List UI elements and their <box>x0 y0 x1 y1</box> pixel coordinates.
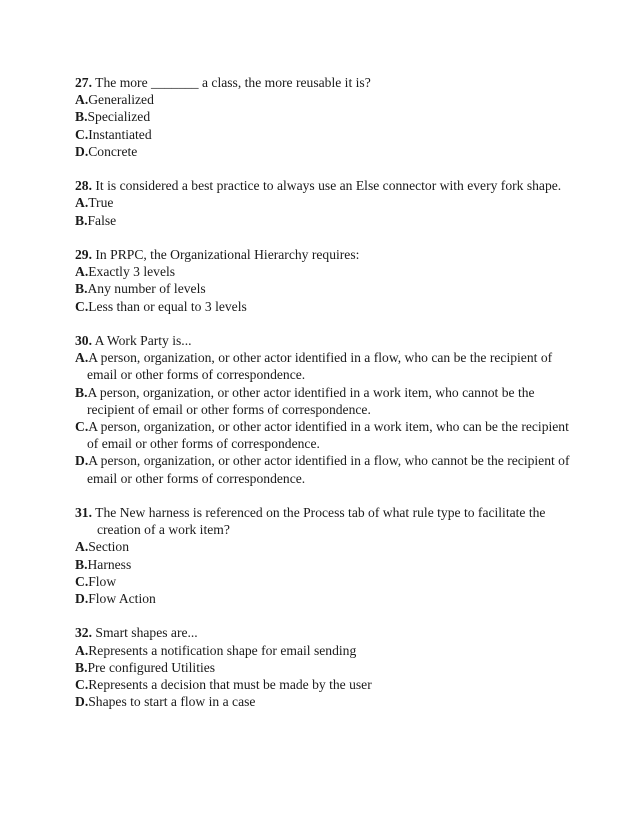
answer-option <box>75 280 575 297</box>
question-27 <box>75 74 575 160</box>
option-text: Represents a decision that must be made by the user <box>88 677 372 693</box>
question-number: 28. <box>75 178 92 194</box>
answer-option <box>75 642 575 659</box>
option-letter: B. <box>75 281 88 297</box>
question-31 <box>75 504 575 607</box>
answer-option <box>75 573 575 590</box>
answer-option <box>75 194 575 211</box>
answer-option <box>75 418 575 452</box>
option-letter: C. <box>75 419 89 435</box>
answer-option <box>75 108 575 125</box>
option-letter: B. <box>75 109 88 125</box>
question-text-line <box>75 332 575 349</box>
option-letter: C. <box>75 573 89 589</box>
question-30 <box>75 332 575 487</box>
option-text: A person, organization, or other actor identified in a work item, who cannot be the recipient of email or other forms of correspondence. <box>87 384 535 417</box>
question-29 <box>75 246 575 315</box>
answer-option <box>75 384 575 418</box>
answer-option <box>75 452 575 486</box>
option-letter: D. <box>75 591 89 607</box>
option-text: Section <box>88 539 129 555</box>
option-letter: B. <box>75 556 88 572</box>
answer-option <box>75 659 575 676</box>
option-letter: C. <box>75 677 89 693</box>
answer-option <box>75 91 575 108</box>
question-number: 32. <box>75 625 92 641</box>
option-letter: D. <box>75 453 89 469</box>
option-text: Less than or equal to 3 levels <box>88 298 247 314</box>
question-number: 31. <box>75 505 92 521</box>
question-text: The more _______ a class, the more reusable it is? <box>95 75 371 90</box>
question-text: Smart shapes are... <box>95 625 198 641</box>
question-number: 30. <box>75 333 92 348</box>
option-letter: D. <box>75 694 89 710</box>
question-text: The New harness is referenced on the Process tab of what rule type to facilitate the creation of a work item? <box>95 505 546 538</box>
option-text: Concrete <box>88 143 138 159</box>
question-number: 29. <box>75 247 92 262</box>
option-text: Generalized <box>88 92 154 108</box>
option-letter: A. <box>75 539 89 555</box>
option-text: Harness <box>87 556 132 572</box>
option-text: Shapes to start a flow in a case <box>88 694 256 710</box>
option-letter: B. <box>75 384 88 400</box>
option-text: Exactly 3 levels <box>88 264 176 280</box>
option-text: A person, organization, or other actor identified in a flow, who can be the recipient of email or other forms of correspondence. <box>87 350 553 383</box>
answer-option <box>75 693 575 710</box>
option-letter: D. <box>75 143 89 159</box>
option-text: Specialized <box>87 109 151 125</box>
answer-option <box>75 126 575 143</box>
option-text: Represents a notification shape for email sending <box>88 642 357 658</box>
question-text-line <box>75 177 575 194</box>
answer-option <box>75 212 575 229</box>
question-text-line <box>75 246 575 263</box>
option-letter: C. <box>75 126 89 142</box>
answer-option <box>75 590 575 607</box>
answer-option <box>75 143 575 160</box>
answer-option <box>75 349 575 383</box>
question-28 <box>75 177 575 229</box>
answer-option <box>75 676 575 693</box>
option-letter: A. <box>75 350 89 366</box>
question-text: It is considered a best practice to always use an Else connector with every fork shape. <box>95 178 562 194</box>
question-text: In PRPC, the Organizational Hierarchy requires: <box>95 247 360 262</box>
option-letter: A. <box>75 642 89 658</box>
option-text: Flow <box>88 573 117 589</box>
option-letter: B. <box>75 212 88 228</box>
option-text: Pre configured Utilities <box>87 659 216 675</box>
question-text-line <box>75 74 575 91</box>
option-text: Any number of levels <box>87 281 206 297</box>
answer-option <box>75 556 575 573</box>
option-text: A person, organization, or other actor identified in a flow, who cannot be the recipient of email or other forms of correspondence. <box>87 453 570 486</box>
option-text: False <box>87 212 117 228</box>
question-number: 27. <box>75 75 92 90</box>
option-letter: B. <box>75 659 88 675</box>
question-32 <box>75 624 575 710</box>
option-text: True <box>88 195 114 211</box>
question-text: A Work Party is... <box>94 333 192 348</box>
question-text-line <box>75 624 575 641</box>
question-text-line <box>75 504 575 538</box>
question-list <box>75 74 575 728</box>
option-text: A person, organization, or other actor identified in a work item, who can be the recipient of email or other forms of correspondence. <box>87 419 569 452</box>
option-letter: C. <box>75 298 89 314</box>
option-letter: A. <box>75 264 89 280</box>
option-letter: A. <box>75 92 89 108</box>
option-text: Instantiated <box>88 126 152 142</box>
option-letter: A. <box>75 195 89 211</box>
option-text: Flow Action <box>88 591 156 607</box>
answer-option <box>75 538 575 555</box>
answer-option <box>75 298 575 315</box>
answer-option <box>75 263 575 280</box>
